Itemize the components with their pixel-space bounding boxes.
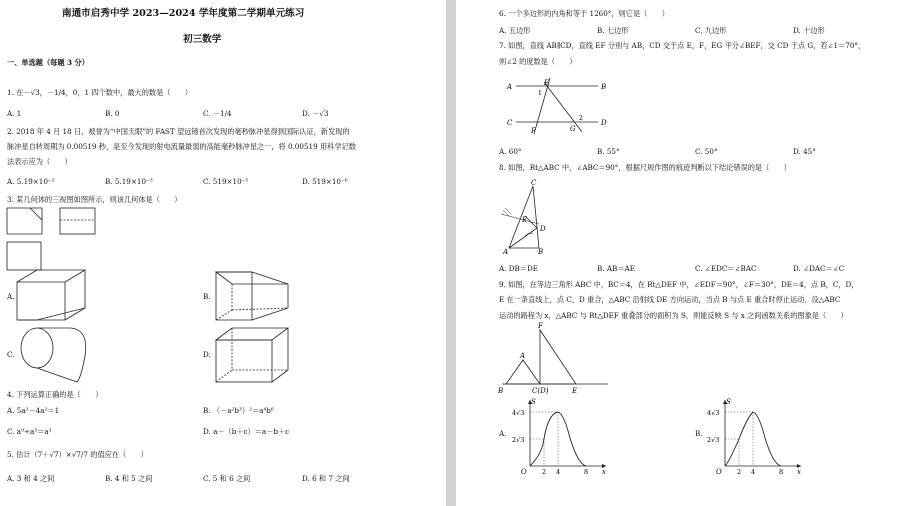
q3-stem: 3. 某几何体的三视图如图所示，则该几何体是（ ） — [7, 195, 182, 204]
exam-title: 南通市启秀中学 2023—2024 学年度第二学期单元练习 — [62, 8, 305, 19]
q2-line2: 脉冲星自转周期为 0.00519 秒，是至今发现的射电流量最弱的高能毫秒脉冲星之一，将 0.00519 用科学记数 — [7, 142, 356, 151]
q2-option-d: D. 519×10⁻⁶ — [302, 177, 348, 186]
q7-label-c: C — [507, 119, 513, 127]
q9-line1: 9. 如图，在等边三角形 ABC 中，BC＝4，在 Rt△DEF 中，∠EDF＝90°，∠F＝30°，DE＝4，点 B，C，D， — [499, 280, 859, 289]
q1-option-c: C. －1/4 — [203, 109, 232, 118]
q7-option-c: C. 50° — [695, 147, 718, 156]
q7-label-a: A — [507, 83, 513, 91]
q1-option-b: B. 0 — [105, 109, 120, 118]
q9-graph-b — [707, 396, 805, 474]
q8-label-c: C — [531, 179, 537, 187]
q9-label-a: A — [520, 352, 526, 360]
q9-graph-a-x-label: x — [602, 468, 606, 474]
q9-graph-b-origin: O — [716, 468, 722, 474]
q3-option-a: A. — [7, 292, 15, 301]
q8-label-b: B — [538, 248, 544, 256]
q4-option-c: C. a⁹÷a³＝a³ — [7, 427, 52, 436]
q8-stem: 8. 如图，Rt△ABC 中，∠ABC＝90°，根据尺规作图的痕迹判断以下结论错误的是（ ） — [499, 163, 791, 172]
document-page-right — [456, 0, 900, 506]
q9-graph-a-tick-8: 8 — [584, 468, 589, 474]
q4-stem: 4. 下列运算正确的是（ ） — [7, 390, 103, 399]
q8-option-d: D. ∠DAC＝∠C — [793, 264, 845, 273]
q9-graph-a-tick-2: 2 — [542, 468, 547, 474]
q9-graph-b-tick-8: 8 — [779, 468, 784, 474]
q7-option-d: D. 45° — [793, 147, 816, 156]
q2-option-b: B. 5.19×10⁻³ — [105, 177, 153, 186]
q9-option-a: A. — [499, 429, 507, 438]
q9-line2: E 在一条直线上，点 C，D 重合，△ABC 沿射线 DE 方向运动，当点 B 与点 E 重合时停止运动．设△ABC — [499, 295, 841, 304]
q1-option-a: A. 1 — [7, 109, 22, 118]
q5-stem: 5. 估计（7＋√7）×√7/7 的值应在（ ） — [7, 450, 148, 459]
q6-option-a: A. 五边形 — [499, 26, 531, 35]
document-page-left — [0, 0, 446, 506]
q9-label-b: B — [498, 387, 504, 395]
q7-label-e: E — [544, 79, 550, 87]
q6-option-b: B. 七边形 — [597, 26, 629, 35]
q3-option-d: D. — [203, 350, 211, 359]
q9-graph-a-s-label: S — [531, 398, 536, 406]
q8-option-c: C. ∠EDC＝∠BAC — [695, 264, 757, 273]
q9-graph-a-y-high: 4√3 — [512, 409, 525, 417]
q9-graph-b-x-label: x — [797, 468, 801, 474]
q1-stem: 1. 在－√3，－1/4，0，1 四个数中，最大的数是（ ） — [7, 88, 193, 97]
q3-solid-d — [212, 326, 296, 386]
q5-option-b: B. 4 和 5 之间 — [105, 474, 153, 483]
q7-label-f: F — [531, 127, 536, 135]
q3-solid-c — [15, 326, 99, 386]
q8-label-d: D — [540, 225, 546, 233]
q7-line2: 则∠2 的度数是（ ） — [499, 57, 577, 66]
section-heading: 一、单选题（每题 3 分） — [7, 58, 89, 67]
q9-label-f: F — [538, 322, 543, 330]
q7-option-b: B. 55° — [597, 147, 620, 156]
q4-option-b: B. （－a²b³）²＝a⁴b⁶ — [203, 406, 274, 415]
q8-option-b: B. AB＝AE — [597, 264, 635, 273]
q9-graph-b-y-high: 4√3 — [707, 409, 720, 417]
q7-label-b: B — [601, 83, 607, 91]
q9-graph-a-tick-4: 4 — [556, 468, 561, 474]
q7-option-a: A. 60° — [499, 147, 522, 156]
q7-line1: 7. 如图，直线 AB∥CD，直线 EF 分别与 AB，CD 交于点 E，F，EG 平分∠BEF，交 CD 于点 G，若∠1＝70°， — [499, 41, 866, 50]
q3-option-b: B. — [203, 292, 211, 301]
q5-option-c: C. 5 和 6 之间 — [203, 474, 251, 483]
q3-solid-a — [15, 268, 99, 324]
q5-option-d: D. 6 和 7 之间 — [302, 474, 350, 483]
q6-option-c: C. 九边形 — [695, 26, 727, 35]
q9-triangles-figure — [498, 320, 610, 398]
q9-graph-b-tick-4: 4 — [751, 468, 756, 474]
q7-label-1: 1 — [538, 90, 542, 97]
q3-option-c: C. — [7, 350, 15, 359]
q1-option-d: D. －√3 — [302, 109, 329, 118]
q8-label-a: A — [503, 248, 509, 256]
q7-label-2: 2 — [579, 115, 583, 122]
q2-line1: 2. 2018 年 4 月 18 日，被誉为“中国天眼”的 FAST 望远镜首次发现的毫秒脉冲星得到国际认证，新发现的 — [7, 127, 350, 136]
q2-line3: 法表示应为（ ） — [7, 157, 72, 166]
q9-graph-b-tick-2: 2 — [737, 468, 742, 474]
q8-option-a: A. DB＝DE — [499, 264, 539, 273]
q6-stem: 6. 一个多边形的内角和等于 1260°，则它是（ ） — [499, 9, 669, 18]
q9-graph-a — [512, 396, 610, 474]
q9-graph-b-y-low: 2√3 — [707, 436, 720, 444]
q7-parallel-lines-figure — [506, 76, 618, 138]
q9-label-cd: C(D) — [532, 387, 549, 395]
exam-subtitle: 初三数学 — [183, 34, 222, 45]
q9-graph-a-origin: O — [521, 468, 527, 474]
q8-label-e: E — [522, 216, 528, 224]
q6-option-d: D. 十边形 — [793, 26, 825, 35]
q9-graph-b-s-label: S — [726, 398, 731, 406]
q7-label-d: D — [601, 119, 607, 127]
three-view-figure — [6, 206, 102, 272]
q5-option-a: A. 3 和 4 之间 — [7, 474, 55, 483]
q9-label-e: E — [572, 387, 578, 395]
q8-triangle-figure — [499, 176, 561, 256]
q4-option-d: D. a－（b＋c）＝a－b＋c — [203, 427, 290, 436]
q2-option-c: C. 519×10⁻⁵ — [203, 177, 249, 186]
q9-graph-a-y-low: 2√3 — [512, 436, 525, 444]
q9-line3: 运动的路程为 x，△ABC 与 Rt△DEF 重叠部分的面积为 S，则能反映 S 与 x 之间函数关系的图象是（ ） — [499, 311, 848, 320]
q9-option-b: B. — [695, 429, 703, 438]
q7-label-g: G — [570, 125, 576, 133]
q3-solid-b — [212, 268, 296, 324]
q4-option-a: A. 5a²－4a²＝1 — [7, 406, 60, 415]
q2-option-a: A. 5.19×10⁻² — [7, 177, 55, 186]
